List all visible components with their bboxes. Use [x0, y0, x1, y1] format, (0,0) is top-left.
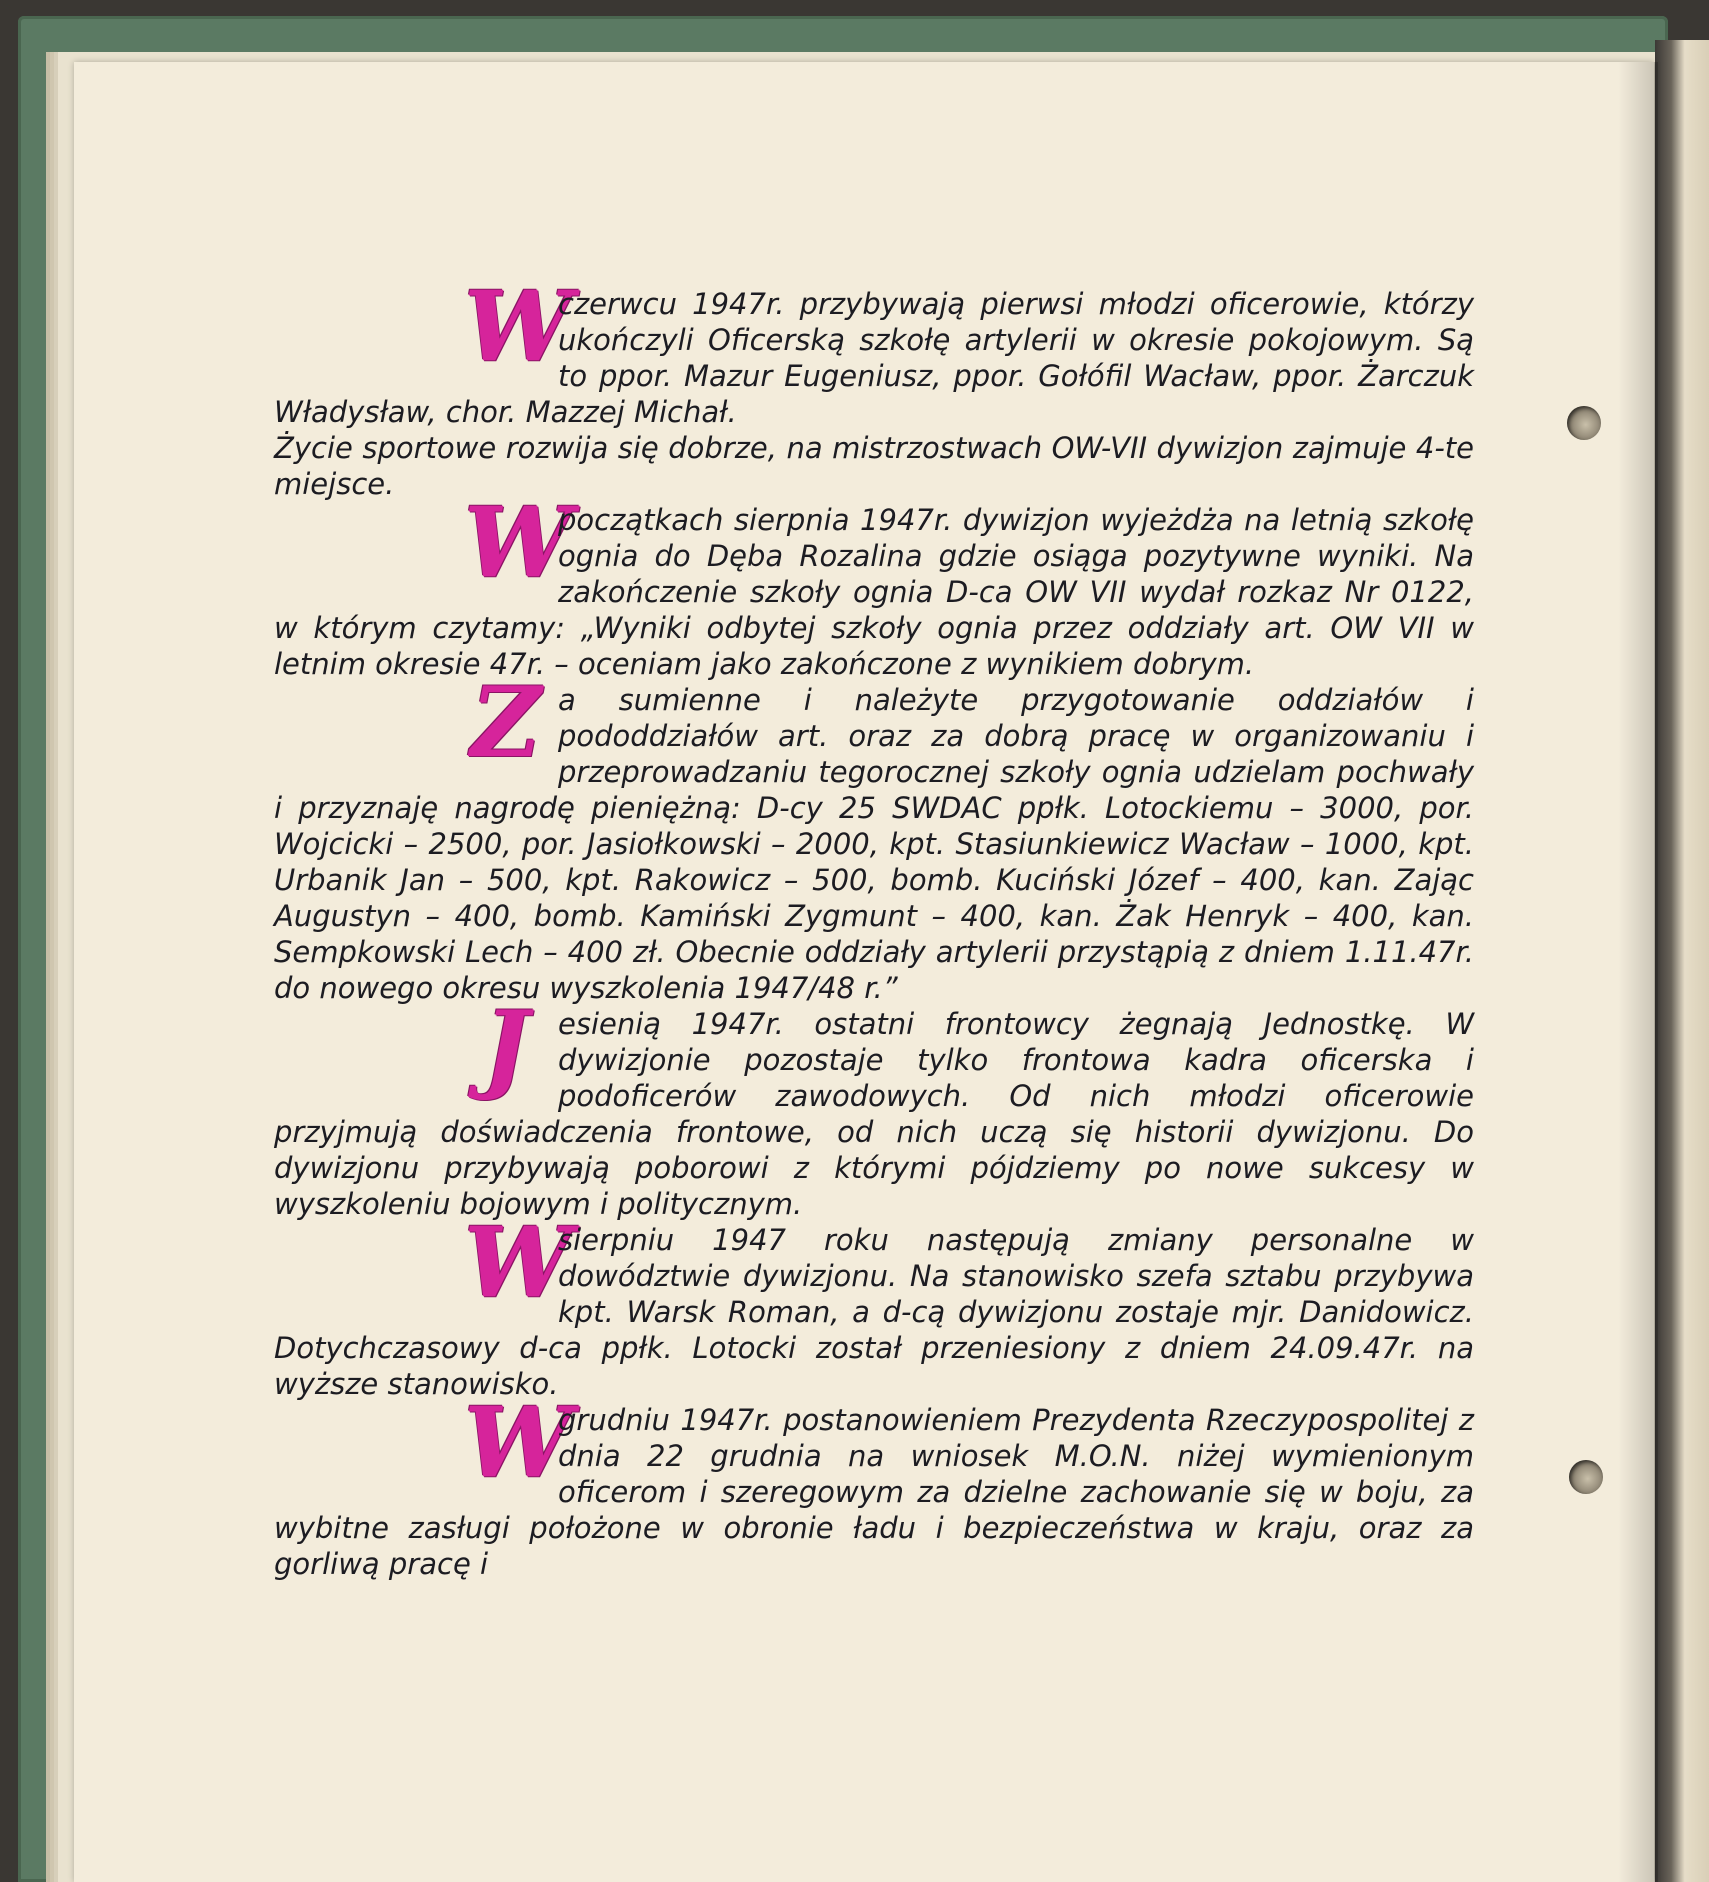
paragraph-text: początkach sierpnia 1947r. dywizjon wyjeżdża na letnią szkołę ognia do Dęba Rozalina gdzie osiąga pozytywne wyniki. Na zakończenie szkoły ognia D-ca OW VII wydał rozkaz Nr 0122, w którym czytamy: „Wyniki odbytej szkoły ognia przez oddziały art. OW VII w letnim okresie 47r. – oceniam jako zakończone z wynikiem dobrym. [274, 503, 1474, 681]
paragraph [274, 270, 1474, 430]
decorated-initial: W [464, 270, 572, 383]
paragraph [274, 1206, 1474, 1402]
decorated-initial: W [464, 1206, 572, 1319]
paragraph [274, 430, 1474, 502]
paragraph-text: grudniu 1947r. postanowieniem Prezydenta Rzeczypospolitej z dnia 22 grudnia na wniosek M.O.N. niżej wymienionym oficerom i szeregowym za dzielne zachowanie się w boju, za wybitne zasługi położone w obronie ładu i bezpieczeństwa w kraju, oraz za gorliwą pracę i [274, 1403, 1474, 1581]
decorated-initial: W [464, 1386, 572, 1499]
paragraph [274, 990, 1474, 1222]
paragraph-text: sierpniu 1947 roku następują zmiany personalne w dowództwie dywizjonu. Na stanowisko szefa sztabu przybywa kpt. Warsk Roman, a d-cą dywizjonu zostaje mjr. Danidowicz. Dotychczasowy d-ca ppłk. Lotocki został przeniesiony z dniem 24.09.47r. na wyższe stanowisko. [274, 1223, 1474, 1401]
decorated-initial: J [483, 990, 529, 1103]
handwritten-text [274, 270, 1474, 1582]
decorated-initial: W [464, 486, 572, 599]
paragraph [274, 666, 1474, 1006]
paragraph [274, 1386, 1474, 1582]
punch-hole-top [1567, 406, 1601, 440]
decorated-initial: Z [470, 666, 542, 779]
paragraph-text: esienią 1947r. ostatni frontowcy żegnają Jednostkę. W dywizjonie pozostaje tylko frontowa kadra oficerska i podoficerów zawodowych. Od nich młodzi oficerowie przyjmują doświadczenia frontowe, od nich uczą się historii dywizjonu. Do dywizjonu przybywają poborowi z którymi pójdziemy po nowe sukcesy w wyszkoleniu bojowym i politycznym. [274, 1007, 1474, 1221]
spine-shadow [1618, 62, 1658, 1882]
paragraph [274, 486, 1474, 682]
paragraph-text: Życie sportowe rozwija się dobrze, na mistrzostwach OW-VII dywizjon zajmuje 4-te miejsce. [274, 431, 1474, 501]
paragraph-text: czerwcu 1947r. przybywają pierwsi młodzi oficerowie, którzy ukończyli Oficerską szkołę artylerii w okresie pokojowym. Są to ppor. Mazur Eugeniusz, ppor. Gołófil Wacław, ppor. Żarczuk Władysław, chor. Mazzej Michał. [274, 287, 1474, 429]
punch-hole-bottom [1569, 1460, 1603, 1494]
next-page-edge [1655, 40, 1709, 1882]
paragraph-text: a sumienne i należyte przygotowanie oddziałów i pododdziałów art. oraz za dobrą pracę w organizowaniu i przeprowadzaniu tegorocznej szkoły ognia udzielam pochwały i przyznaję nagrodę pieniężną: D-cy 25 SWDAC ppłk. Lotockiemu – 3000, por. Wojcicki – 2500, por. Jasiołkowski – 2000, kpt. Stasiunkiewicz Wacław – 1000, kpt. Urbanik Jan – 500, kpt. Rakowicz – 500, bomb. Kuciński Józef – 400, kan. Zając Augustyn – 400, bomb. Kamiński Zygmunt – 400, kan. Żak Henryk – 400, kan. Sempkowski Lech – 400 zł. Obecnie oddziały artylerii przystąpią z dniem 1.11.47r. do nowego okresu wyszkolenia 1947/48 r.” [274, 683, 1474, 1005]
